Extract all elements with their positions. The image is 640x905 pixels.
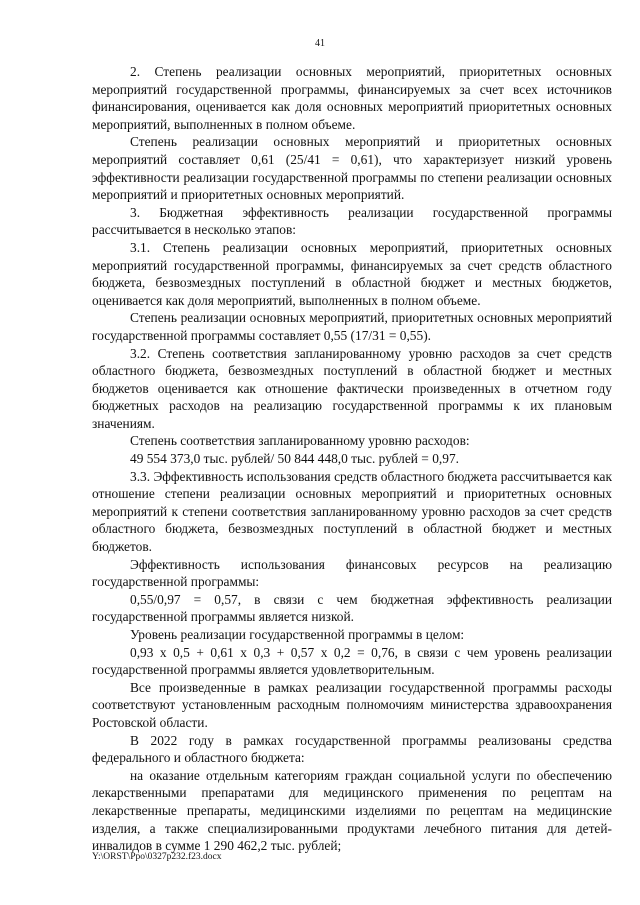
paragraph: на оказание отдельным категориям граждан социальной услуги по обеспечению лекарственными препаратами для медицинского применения по рецептам на лекарственные препараты, медицинскими изделиями по рецептам на медицинские изделия, а также специализированными продуктами лечебного питания для детей-инвалидов в сумме 1 290 462,2 тыс. рублей;	[92, 767, 612, 854]
paragraph: 2. Степень реализации основных мероприятий, приоритетных основных мероприятий государственной программы, финансируемых за счет всех источников финансирования, оценивается как доля основных мероприятий приоритетных основных мероприятий, выполненных в полном объеме.	[92, 64, 612, 132]
paragraph: Степень соответствия запланированному уровню расходов:	[130, 433, 470, 449]
paragraph: Уровень реализации государственной программы в целом:	[130, 627, 465, 642]
paragraph: 0,55/0,97 = 0,57, в связи с чем бюджетная эффективность реализации государственной программы является низкой.	[92, 591, 612, 625]
paragraph: 0,93 x 0,5 + 0,61 x 0,3 + 0,57 x 0,2 = 0,76, в связи с чем уровень реализации государственной программы является удовлетворительным.	[92, 644, 612, 678]
footer-file-path: Y:\ORST\Ppo\0327p232.f23.docx	[92, 852, 222, 862]
paragraph: В 2022 году в рамках государственной программы реализованы средства федерального и областного бюджета:	[92, 732, 612, 766]
paragraph: Степень реализации основных мероприятий, приоритетных основных мероприятий государственной программы составляет 0,55 (17/31 = 0,55).	[92, 310, 612, 343]
paragraph: 3.1. Степень реализации основных мероприятий, приоритетных основных мероприятий государственной программы, финансируемых за счет средств областного бюджета, безвозмездных поступлений в областной бюджет и местных бюджетов, оценивается как доля мероприятий, выполненных в полном объеме.	[92, 239, 612, 308]
page-number: 41	[315, 38, 325, 49]
paragraph: 3. Бюджетная эффективность реализации государственной программы рассчитывается в несколько этапов:	[92, 204, 612, 238]
paragraph: 49 554 373,0 тыс. рублей/ 50 844 448,0 тыс. рублей = 0,97.	[130, 451, 459, 467]
paragraph: 3.3. Эффективность использования средств областного бюджета рассчитывается как отношение степени реализации основных мероприятий и приоритетных основных мероприятий к степени соответствия запланированному уровню расходов за счет средств областного бюджета, безвозмездных поступлений в областной бюджет и местных бюджетов.	[92, 468, 612, 555]
paragraph: 3.2. Степень соответствия запланированному уровню расходов за счет средств областного бюджета, безвозмездных поступлений в областной бюджет и местных бюджетов оценивается как отношение фактически произведенных в отчетном году бюджетных расходов на реализацию государственной программы к их плановым значениям.	[92, 345, 612, 431]
document-body	[92, 63, 612, 855]
paragraph: Все произведенные в рамках реализации государственной программы расходы соответствуют установленным расходным полномочиям министерства здравоохранения Ростовской области.	[92, 679, 612, 730]
paragraph: Степень реализации основных мероприятий и приоритетных основных мероприятий составляет 0,61 (25/41 = 0,61), что характеризует низкий уровень эффективности реализации государственной программы по степени реализации основных мероприятий и приоритетных основных мероприятий.	[92, 134, 612, 203]
paragraph: Эффективность использования финансовых ресурсов на реализацию государственной программы:	[92, 556, 612, 590]
